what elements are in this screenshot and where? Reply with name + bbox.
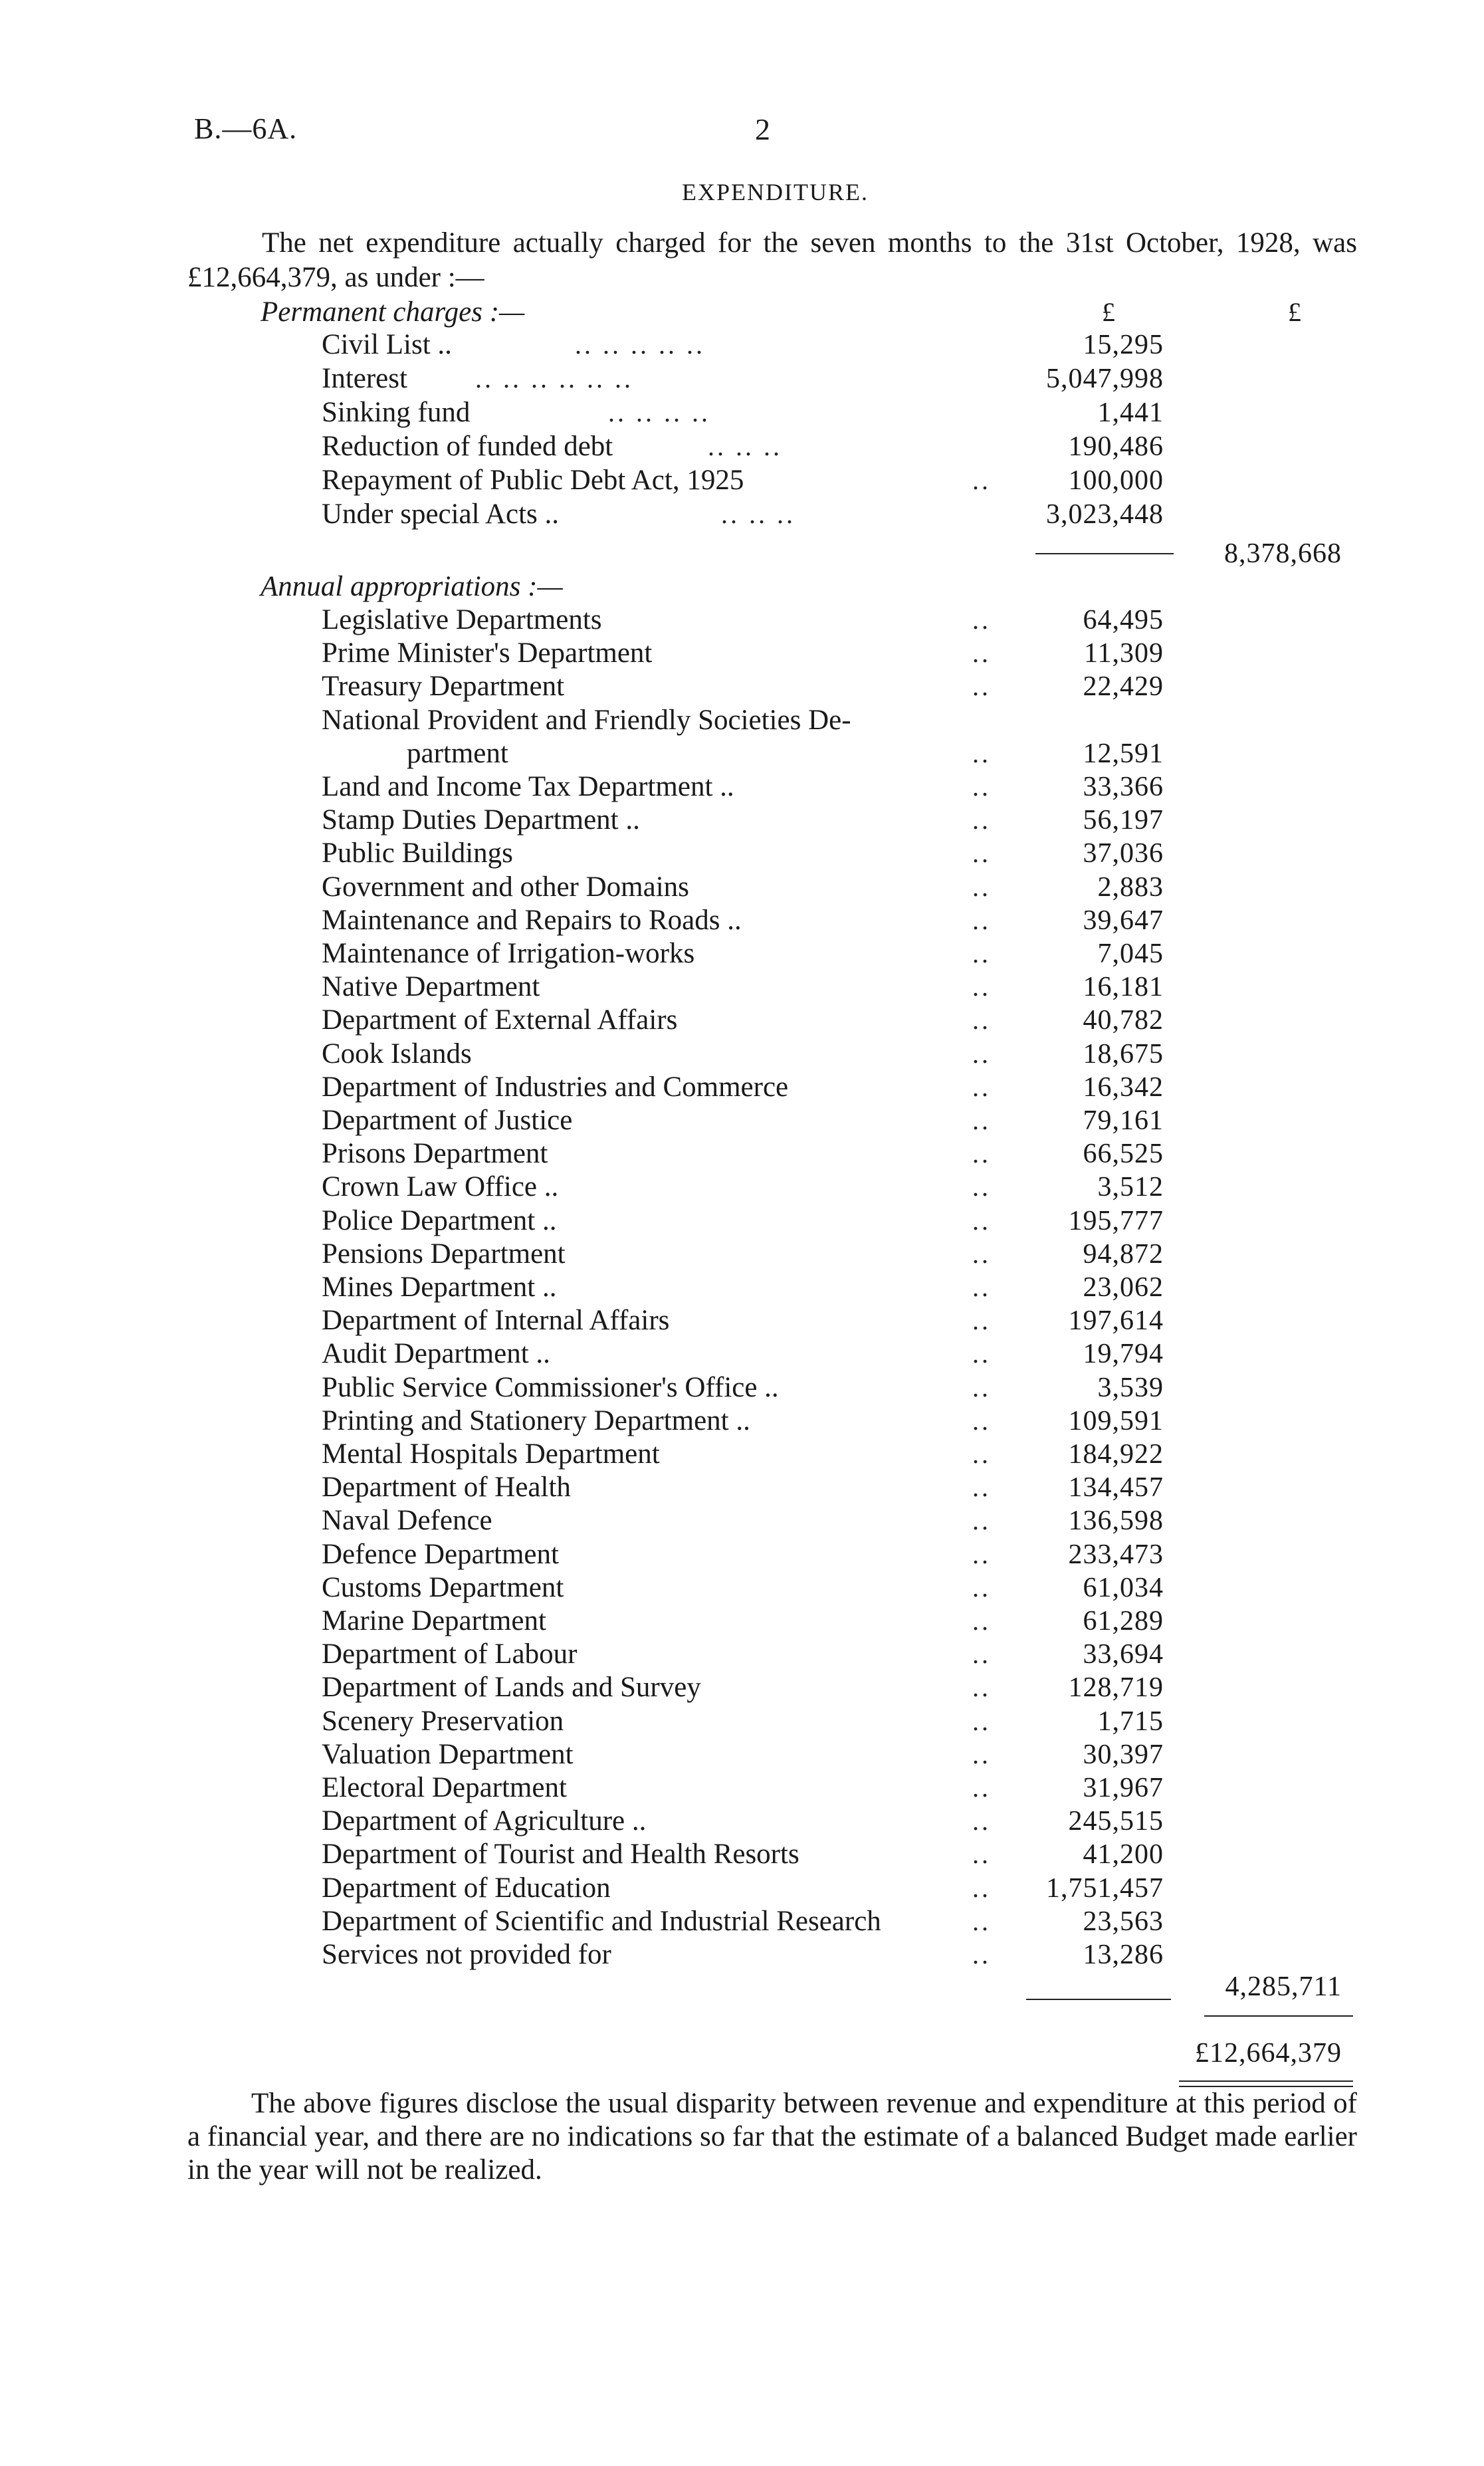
line-item-amount: 109,591 — [1068, 1405, 1164, 1436]
line-item-amount: 18,675 — [1083, 1038, 1164, 1069]
section-title: EXPENDITURE. — [682, 179, 869, 205]
document-reference: B.—6A. — [194, 112, 298, 145]
dot-leader: .. — [972, 465, 991, 495]
dot-leader: .. — [972, 972, 991, 1002]
dot-leader: .. — [972, 1706, 991, 1736]
dot-leader: .. — [972, 805, 991, 836]
line-item-label: Crown Law Office .. — [322, 1171, 559, 1203]
line-item-label: Defence Department — [322, 1538, 559, 1570]
dot-leader: .. — [972, 1038, 991, 1069]
dot-leader: .. — [972, 671, 991, 702]
line-item-amount: 245,515 — [1068, 1806, 1164, 1837]
dot-leader: .. — [972, 1639, 991, 1670]
dot-leader: .. — [972, 1806, 991, 1837]
line-item-label: Police Department .. — [322, 1204, 557, 1236]
dot-leader: .. — [972, 1272, 991, 1302]
line-item-label: Department of Labour — [322, 1638, 578, 1670]
line-item-label: Interest — [322, 363, 407, 394]
line-item-amount: 64,495 — [1083, 605, 1164, 635]
line-item-label: Sinking fund — [322, 397, 471, 428]
dot-leader: .. — [972, 1906, 991, 1936]
line-item-label: Civil List .. — [322, 329, 452, 360]
line-item-amount: 1,715 — [1097, 1706, 1164, 1737]
dot-leader: .. — [972, 1572, 991, 1603]
line-item-amount: 61,034 — [1083, 1572, 1164, 1603]
line-item-amount: 31,967 — [1083, 1773, 1164, 1803]
line-item-amount: 94,872 — [1083, 1238, 1164, 1270]
line-item-amount: 3,512 — [1097, 1172, 1164, 1203]
line-item-label: Public Buildings — [322, 838, 513, 869]
line-item-label: Department of Health — [322, 1472, 571, 1504]
line-item-label: Prisons Department — [322, 1138, 548, 1170]
line-item-label: Prime Minister's Department — [322, 637, 653, 669]
dot-leader: .. — [972, 638, 991, 669]
dot-leader: .. .. .. — [721, 499, 795, 529]
dot-leader: .. .. .. — [708, 431, 782, 461]
dot-leader: .. — [972, 1071, 991, 1102]
line-item-amount: 13,286 — [1083, 1940, 1164, 1970]
line-item-label: National Provident and Friendly Societies De- — [322, 704, 851, 736]
line-item-label: Government and other Domains — [322, 871, 689, 903]
line-item-amount: 5,047,998 — [1046, 364, 1164, 394]
line-item-label: Maintenance of Irrigation-works — [322, 938, 695, 969]
grand-total-top-rule — [1204, 2015, 1353, 2017]
dot-leader: .. — [972, 1839, 991, 1870]
line-item-amount: 37,036 — [1083, 838, 1164, 869]
line-item-amount: 22,429 — [1083, 671, 1164, 703]
annual-appropriations-total: 4,285,711 — [1225, 1971, 1342, 2002]
dot-leader: .. — [972, 1205, 991, 1236]
closing-paragraph — [187, 2087, 1357, 2187]
line-item-amount: 19,794 — [1083, 1339, 1164, 1370]
line-item-amount: 197,614 — [1068, 1305, 1164, 1337]
line-item-amount: 128,719 — [1068, 1672, 1164, 1704]
line-item-amount: 184,922 — [1068, 1439, 1164, 1470]
grand-total: £12,664,379 — [1195, 2038, 1342, 2069]
line-item-label: Audit Department .. — [322, 1338, 550, 1370]
line-item-label: Scenery Preservation — [322, 1705, 564, 1737]
line-item-amount: 40,782 — [1083, 1005, 1164, 1036]
line-item-label: partment — [407, 737, 508, 769]
line-item-label: Department of Internal Affairs — [322, 1305, 670, 1337]
line-item-label: Department of Scientific and Industrial Research — [322, 1905, 881, 1937]
line-item-amount: 1,751,457 — [1046, 1872, 1164, 1904]
dot-leader: .. — [972, 905, 991, 935]
line-item-amount: 79,161 — [1083, 1105, 1164, 1136]
line-item-label: Department of Tourist and Health Resorts — [322, 1839, 799, 1870]
dot-leader: .. — [972, 1773, 991, 1803]
dot-leader: .. — [972, 1172, 991, 1202]
line-item-amount: 136,598 — [1068, 1506, 1164, 1537]
dot-leader: .. — [972, 772, 991, 802]
dot-leader: .. — [972, 1139, 991, 1169]
line-item-amount: 233,473 — [1068, 1539, 1164, 1570]
line-item-amount: 1,441 — [1097, 397, 1164, 428]
annual-subtotal-rule — [1026, 1999, 1171, 2000]
grand-total-double-rule-1 — [1179, 2080, 1353, 2082]
dot-leader: .. — [972, 871, 991, 902]
dot-leader: .. — [972, 1372, 991, 1402]
line-item-label: Mental Hospitals Department — [322, 1438, 660, 1470]
line-item-label: Electoral Department — [322, 1772, 567, 1803]
dot-leader: .. — [972, 738, 991, 768]
permanent-charges-total: 8,378,668 — [1224, 538, 1342, 569]
line-item-amount: 41,200 — [1083, 1839, 1164, 1870]
dot-leader: .. — [972, 1940, 991, 1969]
line-item-label: Marine Department — [322, 1605, 546, 1636]
line-item-amount: 3,023,448 — [1046, 499, 1164, 530]
line-item-amount: 23,563 — [1083, 1906, 1164, 1937]
line-item-label: Printing and Stationery Department .. — [322, 1404, 750, 1436]
dot-leader: .. .. .. .. .. — [575, 330, 705, 360]
dot-leader: .. — [972, 1739, 991, 1769]
dot-leader: .. .. .. .. .. .. — [475, 364, 633, 393]
line-item-label: Customs Department — [322, 1571, 564, 1603]
dot-leader: .. — [972, 1472, 991, 1503]
page-number: 2 — [755, 112, 770, 146]
line-item-label: Treasury Department — [322, 671, 565, 703]
line-item-amount: 12,591 — [1083, 738, 1164, 769]
line-item-label: Department of Justice — [322, 1105, 573, 1136]
permanent-charges-heading: Permanent charges :— — [261, 296, 525, 328]
dot-leader: .. — [972, 1606, 991, 1636]
annual-appropriations-heading: Annual appropriations :— — [261, 571, 563, 602]
line-item-label: Department of Lands and Survey — [322, 1672, 701, 1704]
dot-leader: .. — [972, 1506, 991, 1536]
line-item-amount: 33,366 — [1083, 772, 1164, 802]
line-item-label: Under special Acts .. — [322, 499, 560, 530]
line-item-amount: 190,486 — [1068, 431, 1164, 462]
line-item-amount: 66,525 — [1083, 1139, 1164, 1170]
line-item-amount: 39,647 — [1083, 905, 1164, 936]
dot-leader: .. .. .. .. — [608, 397, 710, 427]
line-item-label: Stamp Duties Department .. — [322, 804, 640, 836]
line-item-amount: 15,295 — [1083, 330, 1164, 360]
total-column-currency: £ — [1288, 297, 1301, 327]
dot-leader: .. — [972, 1005, 991, 1036]
line-item-label: Land and Income Tax Department .. — [322, 771, 734, 802]
line-item-amount: 100,000 — [1068, 465, 1164, 496]
line-item-amount: 3,539 — [1097, 1372, 1164, 1403]
line-item-amount: 16,181 — [1083, 972, 1164, 1003]
dot-leader: .. — [972, 939, 991, 968]
line-item-label: Department of Education — [322, 1872, 611, 1904]
line-item-label: Public Service Commissioner's Office .. — [322, 1371, 779, 1403]
closing-text: The above figures disclose the usual disparity between revenue and expenditure at this period of a financial year, and there are no indications so far that the estimate of a balanced Budget made earlier in the year will not be realized. — [187, 2088, 1357, 2186]
line-item-label: Legislative Departments — [322, 604, 602, 635]
line-item-amount: 56,197 — [1083, 805, 1164, 836]
amount-column-currency: £ — [1102, 297, 1115, 327]
permanent-subtotal-rule — [1035, 553, 1174, 554]
line-item-amount: 2,883 — [1097, 871, 1164, 903]
dot-leader: .. — [972, 1672, 991, 1703]
line-item-label: Native Department — [322, 971, 540, 1003]
line-item-label: Mines Department .. — [322, 1272, 557, 1303]
dot-leader: .. — [972, 1405, 991, 1436]
line-item-label: Department of Industries and Commerce — [322, 1071, 789, 1103]
dot-leader: .. — [972, 1305, 991, 1336]
line-item-amount: 11,309 — [1084, 638, 1164, 669]
line-item-amount: 195,777 — [1068, 1205, 1164, 1236]
intro-paragraph — [187, 226, 1357, 295]
line-item-label: Repayment of Public Debt Act, 1925 — [322, 465, 744, 496]
dot-leader: .. — [972, 1872, 991, 1903]
intro-text: The net expenditure actually charged for the seven months to the 31st October, 1928, was £12,664,379, as under :— — [187, 227, 1357, 293]
line-item-amount: 16,342 — [1083, 1071, 1164, 1103]
line-item-amount: 30,397 — [1083, 1739, 1164, 1770]
line-item-label: Maintenance and Repairs to Roads .. — [322, 904, 742, 936]
dot-leader: .. — [972, 1105, 991, 1135]
line-item-label: Pensions Department — [322, 1238, 566, 1270]
dot-leader: .. — [972, 605, 991, 635]
line-item-label: Naval Defence — [322, 1505, 492, 1537]
line-item-label: Department of Agriculture .. — [322, 1805, 647, 1837]
line-item-label: Cook Islands — [322, 1038, 472, 1069]
dot-leader: .. — [972, 1339, 991, 1369]
dot-leader: .. — [972, 1539, 991, 1569]
line-item-amount: 61,289 — [1083, 1606, 1164, 1636]
dot-leader: .. — [972, 1238, 991, 1269]
line-item-amount: 23,062 — [1083, 1272, 1164, 1303]
line-item-label: Department of External Affairs — [322, 1004, 678, 1036]
line-item-amount: 134,457 — [1068, 1472, 1164, 1504]
dot-leader: .. — [972, 1439, 991, 1469]
line-item-amount: 33,694 — [1083, 1639, 1164, 1670]
dot-leader: .. — [972, 838, 991, 869]
line-item-label: Valuation Department — [322, 1738, 574, 1770]
line-item-label: Reduction of funded debt — [322, 431, 613, 462]
line-item-label: Services not provided for — [322, 1939, 611, 1970]
line-item-amount: 7,045 — [1097, 939, 1164, 969]
